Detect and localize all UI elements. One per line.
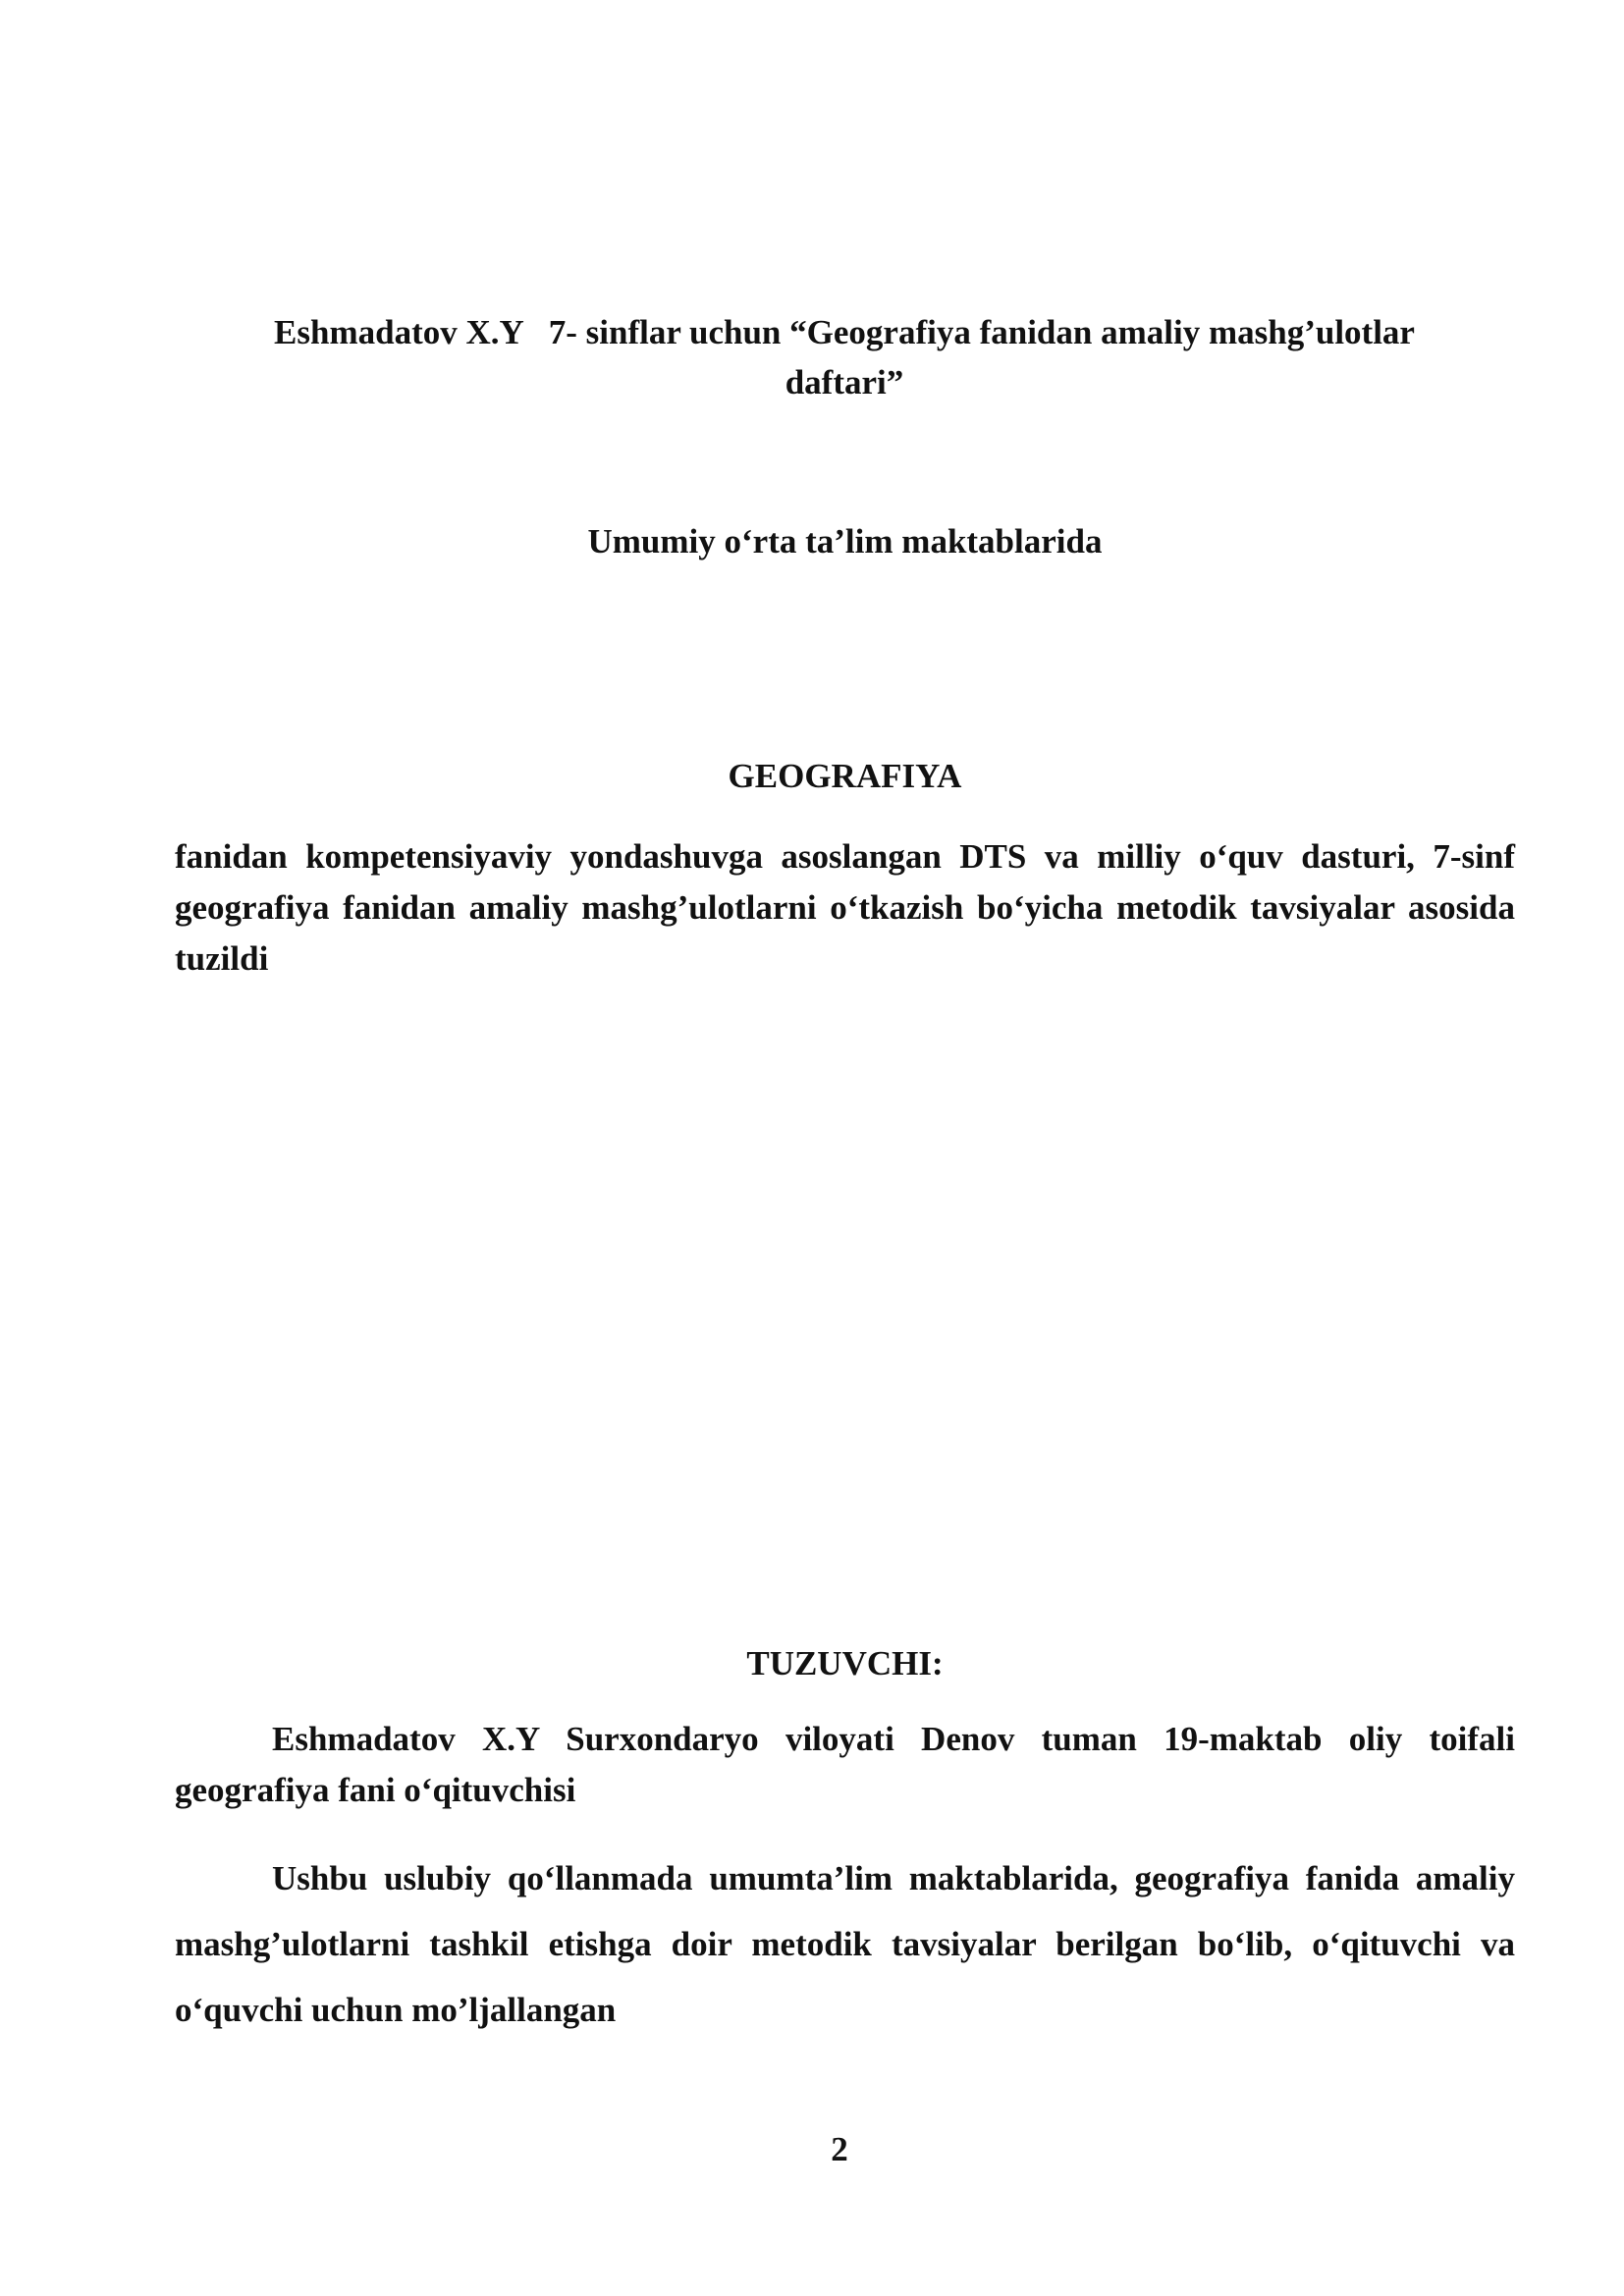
title-line-1: Eshmadatov X.Y 7- sinflar uchun “Geografiya fanidan amaliy mashg’ulotlar: [274, 313, 1415, 351]
abstract-paragraph: Ushbu uslubiy qo‘llanmada umumta’lim maktablarida, geografiya fanida amaliy mashg’ulotlarni tashkil etishga doir metodik tavsiyalar berilgan bo‘lib, o‘qituvchi va o‘quvchi uchun mo’ljallangan: [175, 1859, 1515, 2029]
page-number: 2: [831, 2130, 848, 2168]
document-title: [187, 307, 1502, 407]
title-line-2: daftari”: [785, 363, 904, 401]
compiler-heading: TUZUVCHI:: [746, 1644, 944, 1682]
document-subtitle: Umumiy o‘rta ta’lim maktablarida: [587, 522, 1103, 561]
description-paragraph: fanidan kompetensiyaviy yondashuvga asoslangan DTS va milliy o‘quv dasturi, 7-sinf geografiya fanidan amaliy mashg’ulotlarni o‘tkazish bo‘yicha metodik tavsiyalar asosida tuzildi: [175, 837, 1515, 978]
compiler-info-paragraph: Eshmadatov X.Y Surxondaryo viloyati Denov tuman 19-maktab oliy toifali geografiya fani o‘qituvchisi: [175, 1720, 1515, 1809]
subject-heading: GEOGRAFIYA: [728, 757, 962, 795]
